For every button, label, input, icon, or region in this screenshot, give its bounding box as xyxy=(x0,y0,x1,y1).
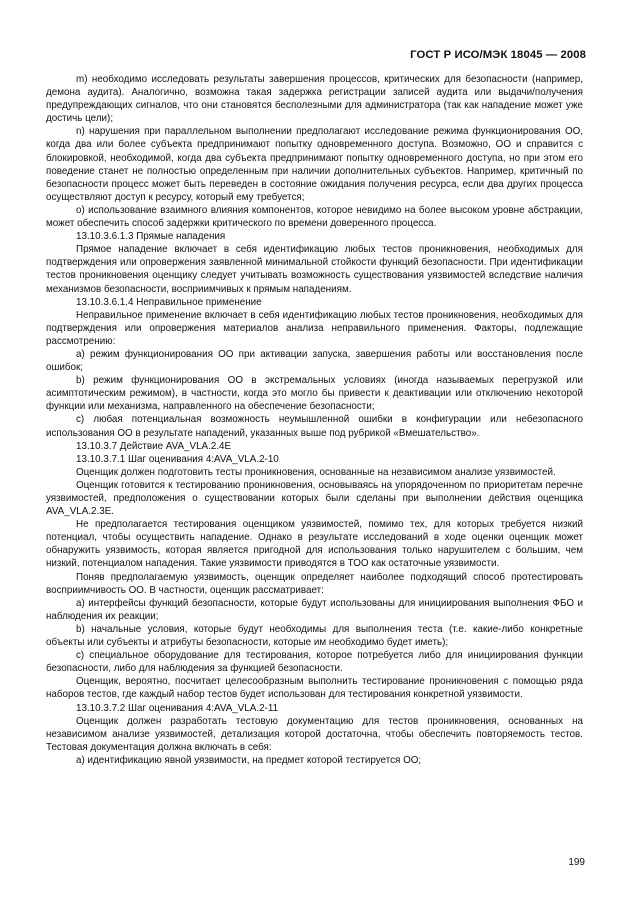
section-heading: 13.10.3.7.2 Шаг оценивания 4:AVA_VLA.2-11 xyxy=(76,702,279,714)
paragraph: a) интерфейсы функций безопасности, которые будут использованы для инициирования выполнения ФБО и наблюдения их реакции; xyxy=(46,597,583,622)
section-heading: 13.10.3.6.1.4 Неправильное применение xyxy=(76,296,262,308)
paragraph: c) любая потенциальная возможность неумышленной ошибки в конфигурации или небезопасного использования ОО в результате нападений, указанных выше под рубрикой «Вмешательство». xyxy=(46,414,583,439)
paragraph: a) режим функционирования ОО при активации запуска, завершения работы или восстановления после ошибок; xyxy=(46,348,583,374)
paragraph: Оценщик должен разработать тестовую документацию для тестов проникновения, основанных на независимом анализе уязвимостей, детализация которой достаточна, чтобы обеспечить повторяемость тестов. Тестовая документация должна включать в себя: xyxy=(46,715,583,753)
page-number: 199 xyxy=(568,857,585,868)
paragraph: o) использование взаимного влияния компонентов, которое невидимо на более высоком уровне абстракции, может обеспечить способ задержки критического по времени доверенного процесса. xyxy=(46,204,583,230)
section-heading: 13.10.3.7.1 Шаг оценивания 4:AVA_VLA.2-10 xyxy=(76,453,279,465)
paragraph: Прямое нападение включает в себя идентификацию любых тестов проникновения, необходимых для подтверждения или опровержения заявленной минимальной стойкости функций безопасности. При идентификации тестов проникновения оценщику следует учитывать возможность существования уязвимостей вследствие наличия механизмов безопасности, восприимчивых к прямым нападениям. xyxy=(46,244,583,295)
paragraph: Оценщик готовится к тестированию проникновения, основываясь на упорядоченном по приоритетам перечне уязвимостей, предположения о существовании которых были сделаны при выполнении действия оценщика AVA_VLA.2.3E. xyxy=(46,479,583,518)
paragraph: n) нарушения при параллельном выполнении предполагают исследование режима функционирования ОО, когда два или более субъекта предпринимают попытку одновременного доступа. Возможно, ОО и справится с блокировкой, необходимой, когда два субъекта предпринимают попытку одновременного доступа, но при этом его поведение станет не полностью определенным при наличии дополнительных субъектов. Например, критичный по безопасности процесс может быть переведен в состояние ожидания получения ресурса, если два других процесса осуществляют доступ к ресурсу, который ему требуется; xyxy=(46,126,583,203)
paragraph: Не предполагается тестирования оценщиком уязвимостей, помимо тех, для которых требуется низкий потенциал, чтобы осуществить нападение. Однако в результате исследований в ходе оценки оценщик может обнаружить уязвимость, которая является пригодной для использования только нарушителем с большим, чем низкий, потенциалом нападения. Такие уязвимости приводятся в ТОО как остаточные уязвимости. xyxy=(46,519,583,570)
paragraph: Оценщик должен подготовить тесты проникновения, основанные на независимом анализе уязвимостей. xyxy=(76,466,556,478)
body-text xyxy=(46,73,583,767)
paragraph: b) начальные условия, которые будут необходимы для выполнения теста (т.е. какие-либо конкретные объекты или субъекты и атрибуты безопасности, которые им необходимо будет иметь); xyxy=(46,623,583,649)
paragraph: Оценщик, вероятно, посчитает целесообразным выполнить тестирование проникновения с помощью ряда наборов тестов, где каждый набор тестов будет использован для тестирования конкретной уязвимости. xyxy=(46,676,583,701)
paragraph: b) режим функционирования ОО в экстремальных условиях (иногда называемых перегрузкой или асимптотическим режимом), в частности, когда это могло бы привести к деактивации или отключению некоторой функции или механизма, направленного на обеспечение безопасности; xyxy=(46,375,583,413)
paragraph: a) идентификацию явной уязвимости, на предмет которой тестируется ОО; xyxy=(76,754,422,766)
section-heading: 13.10.3.7 Действие AVA_VLA.2.4E xyxy=(76,440,232,452)
standard-header: ГОСТ Р ИСО/МЭК 18045 — 2008 xyxy=(410,49,586,61)
paragraph: c) специальное оборудование для тестирования, которое потребуется либо для инициирования функции безопасности, либо для наблюдения за функцией безопасности. xyxy=(46,650,583,675)
paragraph: Поняв предполагаемую уязвимость, оценщик определяет наиболее подходящий способ протестировать восприимчивость ОО. В частности, оценщик рассматривает: xyxy=(46,571,583,596)
section-heading: 13.10.3.6.1.3 Прямые нападения xyxy=(76,231,226,243)
paragraph: m) необходимо исследовать результаты завершения процессов, критических для безопасности (например, демона аудита). Аналогично, возможна такая задержка регистрации записей аудита или выдачи/получения предупреждающих сигналов, что они становятся бесполезными для администратора (так как нападение может уже достичь цели); xyxy=(46,74,583,125)
paragraph: Неправильное применение включает в себя идентификацию любых тестов проникновения, необходимых для подтверждения или опровержения материалов анализа неправильного применения. Факторы, подлежащие рассмотрению: xyxy=(46,309,583,347)
